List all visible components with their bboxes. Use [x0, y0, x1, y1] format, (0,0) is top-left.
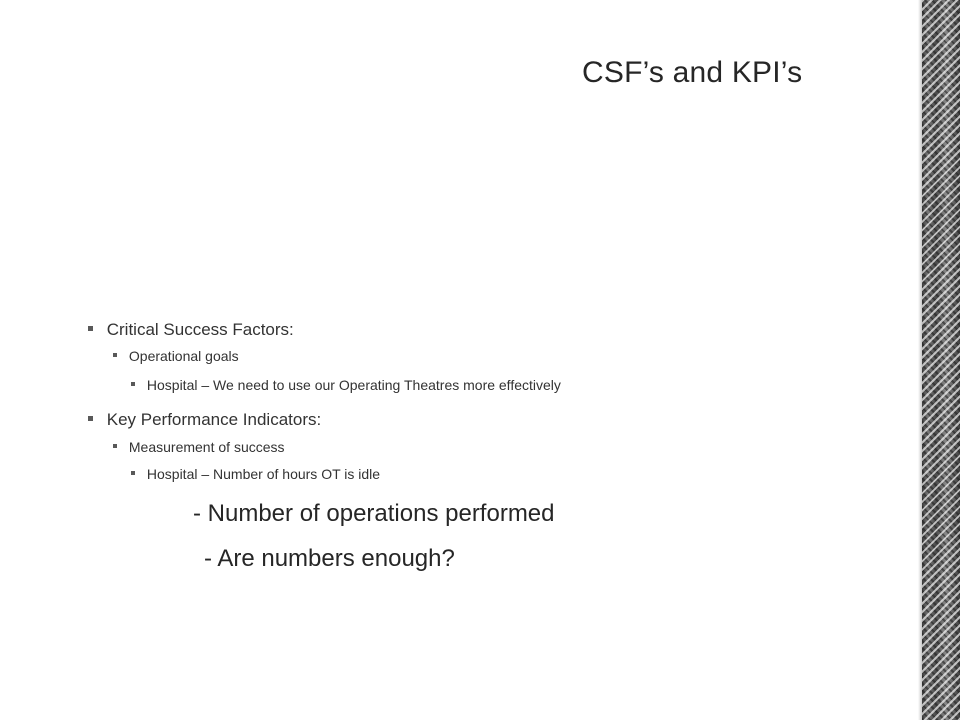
square-bullet-icon [131, 471, 135, 475]
bullet-key-performance-indicators [88, 410, 321, 430]
bullet-hospital-operating-theatres [131, 377, 561, 393]
bullet-text: Key Performance Indicators: [106, 410, 322, 429]
bullet-hospital-hours-ot-idle [131, 466, 380, 482]
bullet-text: Hospital – Number of hours OT is idle [146, 466, 381, 482]
square-bullet-icon [131, 382, 135, 386]
bullet-measurement-of-success [113, 439, 285, 455]
square-bullet-icon [113, 353, 117, 357]
square-bullet-icon [88, 326, 93, 331]
bullet-text: Operational goals [128, 348, 239, 364]
line-are-numbers-enough: - Are numbers enough? [204, 545, 455, 572]
bullet-operational-goals [113, 348, 239, 364]
bullet-text: Hospital – We need to use our Operating Theatres more effectively [146, 377, 561, 393]
decorative-texture-strip [922, 0, 960, 720]
slide-title: CSF’s and KPI’s [582, 56, 803, 89]
bullet-text: Measurement of success [128, 439, 285, 455]
square-bullet-icon [88, 416, 93, 421]
line-number-of-operations: - Number of operations performed [193, 500, 555, 527]
square-bullet-icon [113, 444, 117, 448]
bullet-critical-success-factors [88, 320, 294, 340]
bullet-text: Critical Success Factors: [106, 320, 294, 339]
